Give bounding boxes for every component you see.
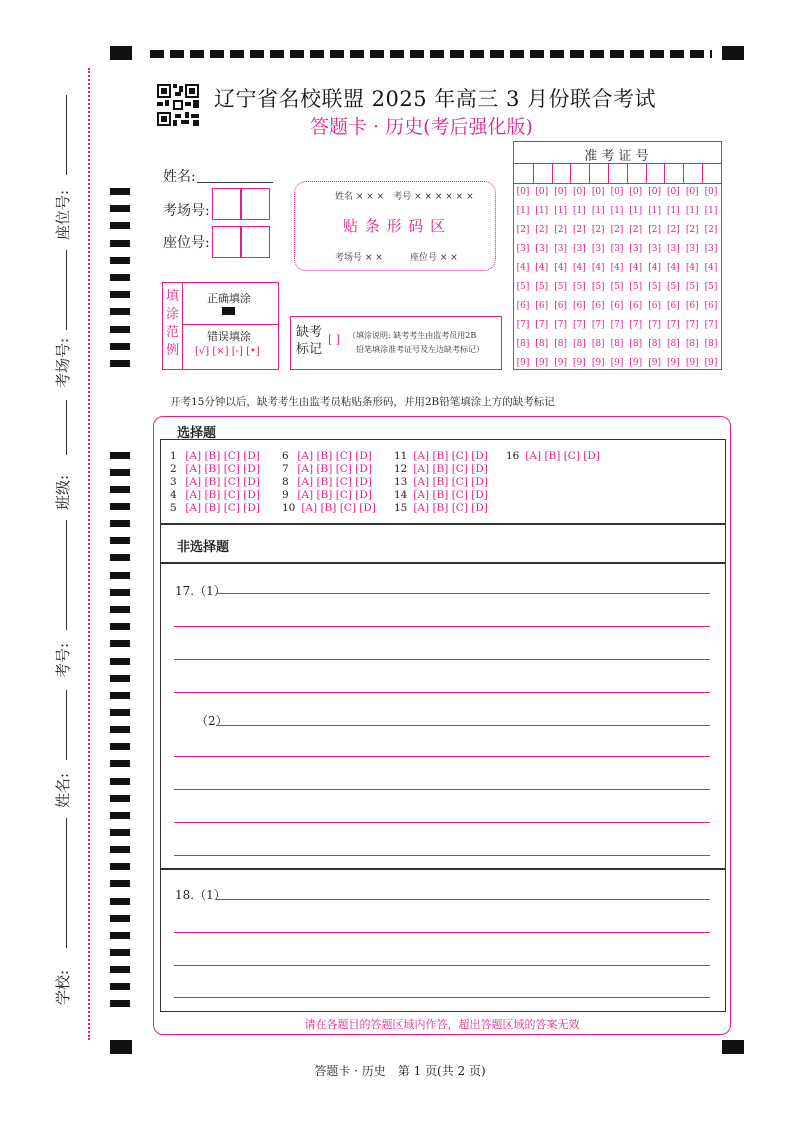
admission-digit-column[interactable] [514, 183, 532, 373]
side-label-school: 学校: [54, 969, 72, 1005]
option-bubbles[interactable]: [A] [B] [C] [D] [522, 450, 600, 462]
correct-fill-sample [222, 307, 235, 315]
digit-bubble[interactable]: [7] [667, 320, 680, 330]
barcode-sample-line: 姓名 × × × 考号 × × × × × × [335, 192, 474, 202]
digit-bubble[interactable]: [9] [535, 358, 549, 368]
admission-cell-divider [627, 163, 628, 183]
seat-label: 座位号: [163, 235, 210, 251]
digit-bubble[interactable]: [6] [535, 301, 549, 311]
digit-bubble[interactable]: [4] [573, 263, 586, 273]
digit-bubble[interactable]: [8] [554, 339, 567, 349]
digit-bubble[interactable]: [6] [667, 301, 680, 311]
digit-bubble[interactable]: [7] [704, 320, 718, 330]
digit-bubble[interactable]: [5] [704, 282, 718, 292]
timing-mark [110, 812, 130, 819]
digit-bubble[interactable]: [5] [573, 282, 586, 292]
admission-digit-column[interactable] [589, 183, 607, 373]
digit-bubble[interactable]: [2] [591, 225, 605, 235]
admission-digit-column[interactable] [608, 183, 626, 373]
choice-question-5[interactable] [170, 502, 260, 515]
choice-question-9[interactable] [282, 489, 372, 502]
timing-mark [110, 1000, 130, 1007]
option-bubbles[interactable]: [A] [B] [C] [D] [294, 476, 372, 488]
timing-mark [110, 291, 130, 298]
timing-mark [110, 360, 130, 367]
timing-mark [110, 743, 130, 750]
admission-digit-column[interactable] [664, 183, 682, 373]
absent-note-2: 铅笔填涂准考证号及左边缺考标记） [356, 345, 484, 354]
timing-mark [110, 658, 130, 665]
option-bubbles[interactable]: [A] [B] [C] [D] [294, 489, 372, 501]
digit-bubble[interactable]: [1] [535, 206, 549, 216]
digit-bubble[interactable]: [3] [554, 244, 567, 254]
digit-bubble[interactable]: [3] [667, 244, 680, 254]
digit-bubble[interactable]: [7] [648, 320, 661, 330]
digit-bubble[interactable]: [2] [629, 225, 643, 235]
side-label-exam-no: 考号: [54, 642, 72, 678]
digit-bubble[interactable]: [6] [685, 301, 699, 311]
name-label: 姓名: [163, 169, 196, 185]
seat-underline [66, 95, 67, 175]
timing-mark [110, 257, 130, 264]
timing-mark [110, 452, 130, 459]
digit-bubble[interactable]: [4] [591, 263, 605, 273]
timing-mark [110, 343, 130, 350]
choice-question-15[interactable] [394, 502, 488, 515]
option-bubbles[interactable]: [A] [B] [C] [D] [410, 476, 488, 488]
corner-mark-bottom-left [110, 1040, 132, 1054]
admission-cell-divider [608, 163, 609, 183]
admission-cell-divider [570, 163, 571, 183]
digit-bubble[interactable]: [6] [610, 301, 624, 311]
choice-question-1[interactable] [170, 450, 260, 463]
digit-bubble[interactable]: [2] [554, 225, 567, 235]
option-bubbles[interactable]: [A] [B] [C] [D] [410, 489, 488, 501]
digit-bubble[interactable]: [5] [535, 282, 549, 292]
page-footer: 答题卡 · 历史 第 1 页(共 2 页) [314, 1064, 486, 1078]
timing-mark [110, 675, 130, 682]
choice-question-10[interactable] [282, 502, 376, 515]
timing-mark [110, 778, 130, 785]
option-bubbles[interactable]: [A] [B] [C] [D] [410, 450, 488, 462]
seat-box-2[interactable] [240, 226, 270, 258]
question-number: 14 [394, 489, 408, 501]
timing-mark [110, 932, 130, 939]
option-bubbles[interactable]: [A] [B] [C] [D] [410, 502, 488, 514]
corner-mark-top-left [110, 46, 132, 60]
digit-bubble[interactable]: [8] [648, 339, 661, 349]
timing-mark [110, 240, 130, 247]
digit-bubble[interactable]: [7] [685, 320, 699, 330]
timing-mark [110, 589, 130, 596]
choice-question-16[interactable] [506, 450, 600, 463]
question-number: 7 [282, 463, 289, 475]
digit-bubble[interactable]: [4] [516, 263, 530, 273]
question-number: 3 [170, 476, 177, 488]
answer-area-warning: 请在各题目的答题区域内作答，超出答题区域的答案无效 [304, 1018, 580, 1031]
digit-bubble[interactable]: [0] [704, 187, 718, 197]
digit-bubble[interactable]: [4] [685, 263, 699, 273]
answer-line[interactable] [174, 932, 710, 933]
answer-line[interactable] [216, 725, 710, 726]
digit-bubble[interactable]: [9] [685, 358, 699, 368]
digit-bubble[interactable]: [2] [535, 225, 549, 235]
admission-cell-divider [552, 163, 553, 183]
digit-bubble[interactable]: [6] [554, 301, 567, 311]
digit-bubble[interactable]: [2] [516, 225, 530, 235]
q18-part1-label: 18.（1） [175, 888, 226, 902]
page-subtitle: 答题卡 · 历史(考后强化版) [310, 116, 533, 138]
digit-bubble[interactable]: [0] [554, 187, 567, 197]
choice-question-14[interactable] [394, 489, 488, 502]
digit-bubble[interactable]: [9] [648, 358, 661, 368]
digit-bubble[interactable]: [6] [648, 301, 661, 311]
timing-mark [110, 274, 130, 281]
timing-mark [110, 520, 130, 527]
qr-code-icon [157, 84, 199, 126]
question-number: 4 [170, 489, 177, 501]
digit-bubble[interactable]: [0] [516, 187, 530, 197]
timing-mark [110, 692, 130, 699]
digit-bubble[interactable]: [8] [629, 339, 643, 349]
digit-bubble[interactable]: [9] [516, 358, 530, 368]
answer-line[interactable] [216, 899, 710, 900]
timing-mark [110, 640, 130, 647]
admission-digit-column[interactable] [683, 183, 701, 373]
question-number: 13 [394, 476, 408, 488]
timing-mark [110, 222, 130, 229]
room-box-2[interactable] [240, 188, 270, 220]
digit-bubble[interactable]: [8] [667, 339, 680, 349]
timing-mark [110, 503, 130, 510]
question-number: 11 [394, 450, 408, 462]
digit-bubble[interactable]: [0] [591, 187, 605, 197]
digit-bubble[interactable]: [3] [629, 244, 643, 254]
question-number: 9 [282, 489, 289, 501]
timing-track-top [150, 50, 712, 58]
digit-bubble[interactable]: [3] [648, 244, 661, 254]
digit-bubble[interactable]: [1] [554, 206, 567, 216]
digit-bubble[interactable]: [8] [516, 339, 530, 349]
digit-bubble[interactable]: [8] [591, 339, 605, 349]
option-bubbles[interactable]: [A] [B] [C] [D] [182, 476, 260, 488]
name-underline [66, 690, 67, 760]
answer-line[interactable] [174, 789, 710, 790]
digit-bubble[interactable]: [1] [629, 206, 643, 216]
digit-bubble[interactable]: [1] [610, 206, 624, 216]
digit-bubble[interactable]: [6] [516, 301, 530, 311]
timing-mark [110, 880, 130, 887]
digit-bubble[interactable]: [2] [573, 225, 586, 235]
timing-mark [110, 572, 130, 579]
nonchoice-header [160, 523, 726, 564]
timing-mark [110, 469, 130, 476]
digit-bubble[interactable]: [3] [704, 244, 718, 254]
question-number: 2 [170, 463, 177, 475]
digit-bubble[interactable]: [6] [591, 301, 605, 311]
name-field[interactable] [197, 182, 273, 183]
digit-bubble[interactable]: [1] [591, 206, 605, 216]
admission-cell-divider [702, 163, 703, 183]
absent-checkbox[interactable]: [ ] [328, 333, 341, 346]
question-number: 8 [282, 476, 289, 488]
timing-mark [110, 726, 130, 733]
absent-note-1: （填涂说明: 缺考考生由监考员用2B [348, 331, 477, 340]
barcode-area[interactable] [294, 181, 496, 271]
choice-question-11[interactable] [394, 450, 488, 463]
q17-part2-label: （2） [196, 714, 228, 728]
option-bubbles[interactable]: [A] [B] [C] [D] [298, 502, 376, 514]
digit-bubble[interactable]: [7] [554, 320, 567, 330]
class-underline [66, 400, 67, 455]
choice-question-4[interactable] [170, 489, 260, 502]
school-underline [66, 818, 67, 948]
digit-bubble[interactable]: [8] [573, 339, 586, 349]
timing-mark [110, 829, 130, 836]
question-number: 10 [282, 502, 296, 514]
question-number: 12 [394, 463, 408, 475]
admission-digit-column[interactable] [552, 183, 570, 373]
corner-mark-top-right [722, 46, 744, 60]
digit-bubble[interactable]: [7] [535, 320, 549, 330]
digit-bubble[interactable]: [4] [667, 263, 680, 273]
choice-question-7[interactable] [282, 463, 372, 476]
timing-mark [110, 949, 130, 956]
admission-cell-divider [646, 163, 647, 183]
option-bubbles[interactable]: [A] [B] [C] [D] [182, 502, 260, 514]
timing-mark [110, 898, 130, 905]
timing-mark [110, 863, 130, 870]
digit-bubble[interactable]: [5] [667, 282, 680, 292]
choice-question-12[interactable] [394, 463, 488, 476]
digit-bubble[interactable]: [9] [554, 358, 567, 368]
digit-bubble[interactable]: [8] [685, 339, 699, 349]
answer-line[interactable] [174, 692, 710, 693]
timing-mark [110, 966, 130, 973]
digit-bubble[interactable]: [4] [554, 263, 567, 273]
digit-bubble[interactable]: [9] [573, 358, 586, 368]
answer-line[interactable] [174, 756, 710, 757]
timing-mark [110, 188, 130, 195]
digit-bubble[interactable]: [7] [591, 320, 605, 330]
side-label-class: 班级: [54, 474, 72, 510]
timing-mark [110, 606, 130, 613]
timing-mark [110, 846, 130, 853]
digit-bubble[interactable]: [9] [591, 358, 605, 368]
digit-bubble[interactable]: [5] [591, 282, 605, 292]
side-label-seat: 座位号: [54, 189, 72, 240]
barcode-room-sample: 考场号 × × [335, 253, 383, 263]
digit-bubble[interactable]: [5] [516, 282, 530, 292]
digit-bubble[interactable]: [2] [704, 225, 718, 235]
q17-part1-label: 17.（1） [175, 584, 226, 598]
digit-bubble[interactable]: [3] [685, 244, 699, 254]
timing-mark [110, 983, 130, 990]
fill-example-label: 填涂范例 [166, 289, 180, 358]
choice-title: 选择题 [177, 426, 217, 441]
digit-bubble[interactable]: [5] [610, 282, 624, 292]
answer-line[interactable] [174, 659, 710, 660]
examno-underline [66, 520, 67, 630]
digit-bubble[interactable]: [7] [610, 320, 624, 330]
answer-line[interactable] [174, 822, 710, 823]
digit-bubble[interactable]: [6] [629, 301, 643, 311]
admission-digit-column[interactable] [533, 183, 551, 373]
digit-bubble[interactable]: [2] [610, 225, 624, 235]
timing-mark [110, 537, 130, 544]
admission-cell-divider [664, 163, 665, 183]
digit-bubble[interactable]: [2] [667, 225, 680, 235]
digit-bubble[interactable]: [1] [573, 206, 586, 216]
digit-bubble[interactable]: [1] [667, 206, 680, 216]
admission-digit-column[interactable] [702, 183, 720, 373]
digit-bubble[interactable]: [8] [610, 339, 624, 349]
answer-line[interactable] [174, 855, 710, 856]
digit-bubble[interactable]: [4] [610, 263, 624, 273]
absent-notice: 开考15分钟以后，缺考考生由监考员粘贴条形码，并用2B铅笔填涂上方的缺考标记 [170, 396, 555, 408]
digit-bubble[interactable]: [9] [667, 358, 680, 368]
digit-bubble[interactable]: [0] [685, 187, 699, 197]
digit-bubble[interactable]: [4] [535, 263, 549, 273]
timing-mark [110, 623, 130, 630]
digit-bubble[interactable]: [4] [704, 263, 718, 273]
digit-bubble[interactable]: [5] [685, 282, 699, 292]
timing-mark [110, 326, 130, 333]
binding-line [88, 68, 90, 1040]
digit-bubble[interactable]: [4] [629, 263, 643, 273]
answer-line[interactable] [174, 626, 710, 627]
option-bubbles[interactable]: [A] [B] [C] [D] [294, 463, 372, 475]
question-number: 16 [506, 450, 520, 462]
answer-line[interactable] [174, 997, 710, 998]
digit-bubble[interactable]: [5] [648, 282, 661, 292]
answer-line[interactable] [216, 593, 710, 594]
page-title: 辽宁省名校联盟 2025 年高三 3 月份联合考试 [214, 87, 657, 111]
room-label: 考场号: [163, 203, 210, 219]
timing-mark [110, 308, 130, 315]
room-box-1[interactable] [212, 188, 242, 220]
correct-fill-label: 正确填涂 [207, 292, 251, 305]
timing-mark [110, 915, 130, 922]
digit-bubble[interactable]: [5] [554, 282, 567, 292]
question-number: 15 [394, 502, 408, 514]
option-bubbles[interactable]: [A] [B] [C] [D] [182, 450, 260, 462]
digit-bubble[interactable]: [0] [535, 187, 549, 197]
digit-bubble[interactable]: [0] [629, 187, 643, 197]
digit-bubble[interactable]: [0] [648, 187, 661, 197]
answer-line[interactable] [174, 965, 710, 966]
admission-digit-column[interactable] [646, 183, 664, 373]
question-number: 6 [282, 450, 289, 462]
digit-bubble[interactable]: [0] [667, 187, 680, 197]
digit-bubble[interactable]: [2] [648, 225, 661, 235]
digit-bubble[interactable]: [1] [516, 206, 530, 216]
choice-question-6[interactable] [282, 450, 372, 463]
q17-answer-box[interactable] [160, 562, 726, 870]
q18-answer-box[interactable] [160, 868, 726, 1012]
room-underline [66, 250, 67, 330]
admission-digit-column[interactable] [627, 183, 645, 373]
nonchoice-title: 非选择题 [177, 540, 230, 555]
barcode-seat-sample: 座位号 × × [410, 253, 458, 263]
option-bubbles[interactable]: [A] [B] [C] [D] [182, 489, 260, 501]
question-number: 1 [170, 450, 177, 462]
digit-bubble[interactable]: [3] [610, 244, 624, 254]
digit-bubble[interactable]: [1] [648, 206, 661, 216]
wrong-fill-label: 错误填涂 [207, 330, 251, 343]
timing-mark [110, 795, 130, 802]
digit-bubble[interactable]: [8] [704, 339, 718, 349]
digit-bubble[interactable]: [7] [516, 320, 530, 330]
timing-mark [110, 486, 130, 493]
digit-bubble[interactable]: [7] [573, 320, 586, 330]
option-bubbles[interactable]: [A] [B] [C] [D] [182, 463, 260, 475]
digit-bubble[interactable]: [3] [516, 244, 530, 254]
choice-question-3[interactable] [170, 476, 260, 489]
absent-label: 缺考标记 [296, 325, 323, 357]
option-bubbles[interactable]: [A] [B] [C] [D] [294, 450, 372, 462]
choice-question-2[interactable] [170, 463, 260, 476]
seat-box-1[interactable] [212, 226, 242, 258]
digit-bubble[interactable]: [0] [573, 187, 586, 197]
corner-mark-bottom-right [722, 1040, 744, 1054]
side-label-name: 姓名: [54, 772, 72, 808]
digit-bubble[interactable]: [9] [629, 358, 643, 368]
choice-question-8[interactable] [282, 476, 372, 489]
digit-bubble[interactable]: [3] [535, 244, 549, 254]
digit-bubble[interactable]: [6] [573, 301, 586, 311]
timing-mark [110, 760, 130, 767]
digit-bubble[interactable]: [5] [629, 282, 643, 292]
digit-bubble[interactable]: [1] [704, 206, 718, 216]
timing-mark [110, 205, 130, 212]
timing-mark [110, 554, 130, 561]
admission-digit-column[interactable] [570, 183, 588, 373]
wrong-fill-samples: [√] [×] [-] [•] [195, 346, 260, 357]
question-number: 5 [170, 502, 177, 514]
digit-bubble[interactable]: [2] [685, 225, 699, 235]
admission-cell-divider [589, 163, 590, 183]
digit-bubble[interactable]: [7] [629, 320, 643, 330]
digit-bubble[interactable]: [8] [535, 339, 549, 349]
digit-bubble[interactable]: [9] [704, 358, 718, 368]
digit-bubble[interactable]: [4] [648, 263, 661, 273]
digit-bubble[interactable]: [3] [573, 244, 586, 254]
barcode-area-title: 贴 条 形 码 区 [343, 217, 447, 235]
digit-bubble[interactable]: [6] [704, 301, 718, 311]
side-label-exam-room: 考场号: [54, 337, 72, 388]
digit-bubble[interactable]: [1] [685, 206, 699, 216]
digit-bubble[interactable]: [9] [610, 358, 624, 368]
choice-question-13[interactable] [394, 476, 488, 489]
admission-title: 准 考 证 号 [584, 149, 649, 164]
digit-bubble[interactable]: [0] [610, 187, 624, 197]
admission-cell-divider [683, 163, 684, 183]
admission-cell-divider [533, 163, 534, 183]
digit-bubble[interactable]: [3] [591, 244, 605, 254]
timing-mark [110, 709, 130, 716]
option-bubbles[interactable]: [A] [B] [C] [D] [410, 463, 488, 475]
